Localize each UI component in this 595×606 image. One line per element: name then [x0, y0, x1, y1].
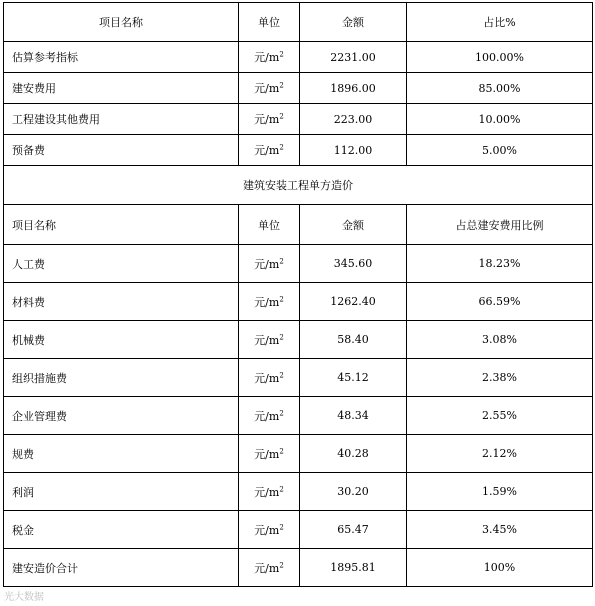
item-unit: 元$/m^2$ — [239, 283, 300, 321]
item-name: 建安造价合计 — [4, 549, 239, 587]
item-unit: 元$/m^2$ — [239, 321, 300, 359]
item-name: 税金 — [4, 511, 239, 549]
header-share: 占比% — [407, 3, 593, 42]
item-amount: 65.47 — [300, 511, 407, 549]
item-unit: 元$/m^2$ — [239, 73, 300, 104]
item-name: 机械费 — [4, 321, 239, 359]
table-row — [4, 73, 593, 104]
header-item-name: 项目名称 — [4, 3, 239, 42]
table-row — [4, 359, 593, 397]
item-unit: 元$/m^2$ — [239, 42, 300, 73]
item-unit: 元$/m^2$ — [239, 397, 300, 435]
item-unit: 元$/m^2$ — [239, 359, 300, 397]
table-row — [4, 104, 593, 135]
item-share: 18.23% — [407, 245, 593, 283]
item-name: 建安费用 — [4, 73, 239, 104]
item-name: 人工费 — [4, 245, 239, 283]
header-unit: 单位 — [239, 205, 300, 245]
header-unit: 单位 — [239, 3, 300, 42]
item-unit: 元$/m^2$ — [239, 135, 300, 166]
header-share: 占总建安费用比例 — [407, 205, 593, 245]
table2-header-row — [4, 205, 593, 245]
item-share: 2.38% — [407, 359, 593, 397]
item-name: 工程建设其他费用 — [4, 104, 239, 135]
item-unit: 元$/m^2$ — [239, 511, 300, 549]
item-amount: 40.28 — [300, 435, 407, 473]
table-row — [4, 283, 593, 321]
item-amount: 45.12 — [300, 359, 407, 397]
item-share: 100.00% — [407, 42, 593, 73]
item-amount: 223.00 — [300, 104, 407, 135]
item-name: 规费 — [4, 435, 239, 473]
item-unit: 元$/m^2$ — [239, 435, 300, 473]
item-share: 2.12% — [407, 435, 593, 473]
cost-table — [3, 2, 593, 587]
table-row — [4, 135, 593, 166]
table-row — [4, 435, 593, 473]
item-amount: 112.00 — [300, 135, 407, 166]
item-share: 5.00% — [407, 135, 593, 166]
table-row — [4, 549, 593, 587]
item-share: 10.00% — [407, 104, 593, 135]
item-name: 组织措施费 — [4, 359, 239, 397]
table-row — [4, 473, 593, 511]
item-unit: 元$/m^2$ — [239, 473, 300, 511]
item-name: 预备费 — [4, 135, 239, 166]
item-share: 66.59% — [407, 283, 593, 321]
item-amount: 30.20 — [300, 473, 407, 511]
table1-header-row — [4, 3, 593, 42]
item-name: 估算参考指标 — [4, 42, 239, 73]
item-name: 材料费 — [4, 283, 239, 321]
section-row — [4, 166, 593, 205]
item-share: 1.59% — [407, 473, 593, 511]
table-row — [4, 321, 593, 359]
item-unit: 元$/m^2$ — [239, 245, 300, 283]
header-item-name: 项目名称 — [4, 205, 239, 245]
item-unit: 元$/m^2$ — [239, 549, 300, 587]
item-amount: 58.40 — [300, 321, 407, 359]
item-amount: 1895.81 — [300, 549, 407, 587]
header-amount: 金额 — [300, 205, 407, 245]
item-share: 85.00% — [407, 73, 593, 104]
item-share: 3.08% — [407, 321, 593, 359]
item-share: 2.55% — [407, 397, 593, 435]
item-amount: 48.34 — [300, 397, 407, 435]
header-amount: 金额 — [300, 3, 407, 42]
watermark: 光大数据 — [4, 592, 44, 603]
item-amount: 1262.40 — [300, 283, 407, 321]
item-name: 企业管理费 — [4, 397, 239, 435]
item-amount: 345.60 — [300, 245, 407, 283]
item-unit: 元$/m^2$ — [239, 104, 300, 135]
item-share: 100% — [407, 549, 593, 587]
table-row — [4, 245, 593, 283]
item-amount: 2231.00 — [300, 42, 407, 73]
table-row — [4, 511, 593, 549]
item-amount: 1896.00 — [300, 73, 407, 104]
table-row — [4, 397, 593, 435]
item-name: 利润 — [4, 473, 239, 511]
section-title: 建筑安装工程单方造价 — [4, 166, 593, 205]
item-share: 3.45% — [407, 511, 593, 549]
table-row — [4, 42, 593, 73]
